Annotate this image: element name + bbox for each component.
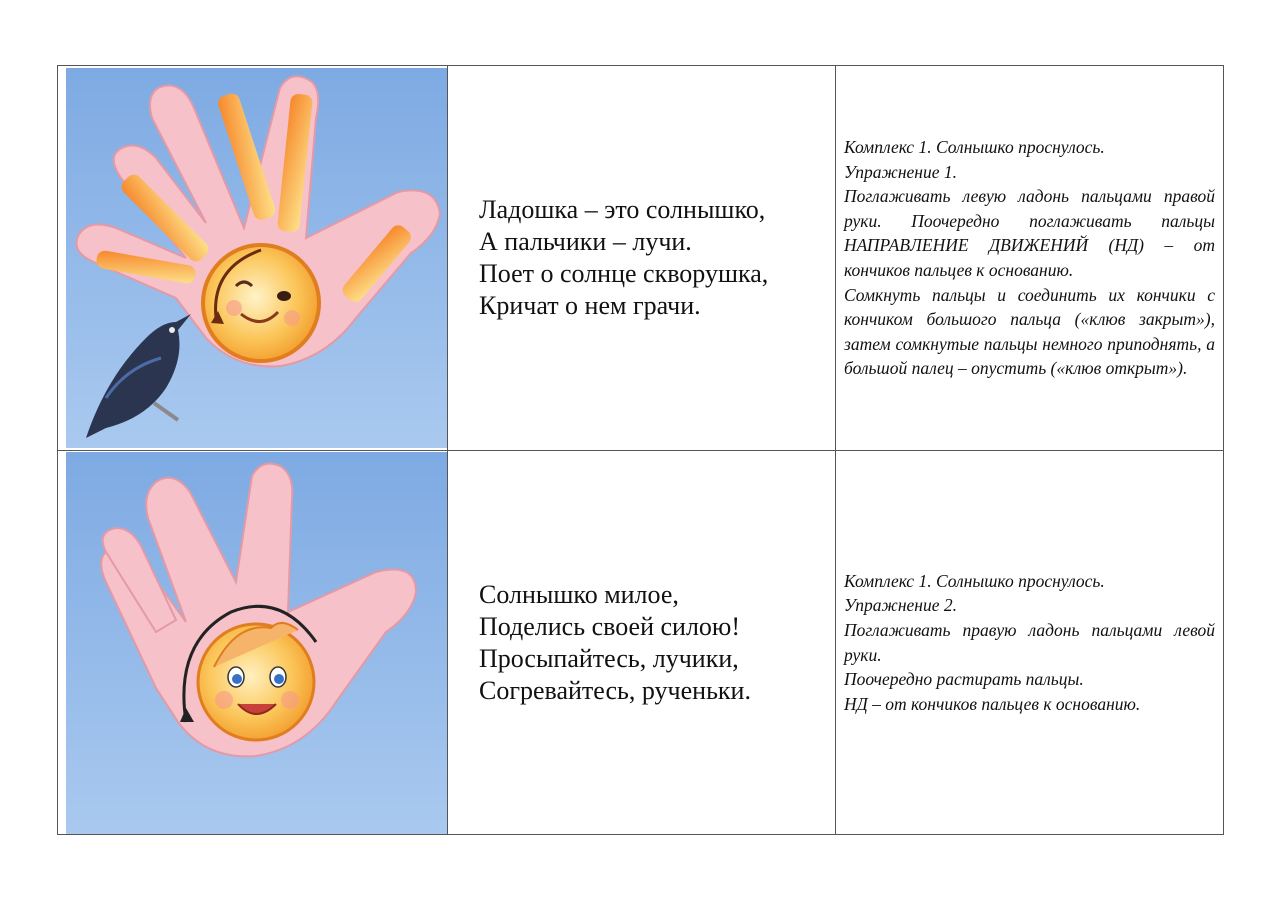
- description-cell-1: [836, 66, 1223, 450]
- poem-line: Солнышко милое,: [479, 579, 679, 609]
- instruction-text: НД – от кончиков пальцев к основанию.: [844, 693, 1141, 714]
- description-cell-2: [836, 451, 1223, 834]
- poem-1: [479, 194, 768, 322]
- poem-line: А пальчики – лучи.: [479, 227, 692, 256]
- complex-title: Комплекс 1. Солнышко проснулось.: [844, 137, 1105, 158]
- instruction-text: Сомкнуть пальцы и соединить их кончики с кончиком большого пальца («клюв закрыт»), затем сомкнутые пальцы немного приподнять, а большой палец – опустить («клюв открыт»).: [844, 284, 1215, 379]
- poem-line: Просыпайтесь, лучики,: [479, 643, 739, 673]
- instruction-text: Поглаживать правую ладонь пальцами левой руки.: [844, 619, 1215, 665]
- poem-cell-1: [448, 66, 835, 450]
- sun-face: [203, 245, 319, 361]
- description-2: [844, 569, 1215, 717]
- instruction-text: Поглаживать левую ладонь пальцами правой руки. Поочередно поглаживать пальцы НАПРАВЛЕНИЕ ДВИЖЕНИЙ (НД) – от кончиков пальцев к основанию.: [844, 186, 1215, 280]
- exercise-title: Упражнение 1.: [844, 161, 957, 182]
- hand-sun-bird-image: [66, 68, 447, 448]
- poem-line: Ладошка – это солнышко,: [479, 195, 766, 224]
- hand-sun-face-illustration: [66, 452, 447, 834]
- poem-line: Поет о солнце скворушка,: [479, 259, 769, 288]
- complex-title: Комплекс 1. Солнышко проснулось.: [844, 570, 1105, 591]
- poem-line: Согревайтесь, рученьки.: [479, 675, 751, 705]
- poem-cell-2: [448, 451, 835, 834]
- hand-sun-bird-illustration: [66, 68, 447, 448]
- description-1: [844, 135, 1215, 381]
- instruction-text: Поочередно растирать пальцы.: [844, 669, 1084, 690]
- poem-2: [479, 579, 751, 707]
- exercise-table: [57, 65, 1224, 835]
- hand-sun-face-image: [66, 452, 447, 834]
- poem-line: Поделись своей силою!: [479, 611, 741, 641]
- exercise-title: Упражнение 2.: [844, 595, 957, 616]
- poem-line: Кричат о нем грачи.: [479, 291, 701, 320]
